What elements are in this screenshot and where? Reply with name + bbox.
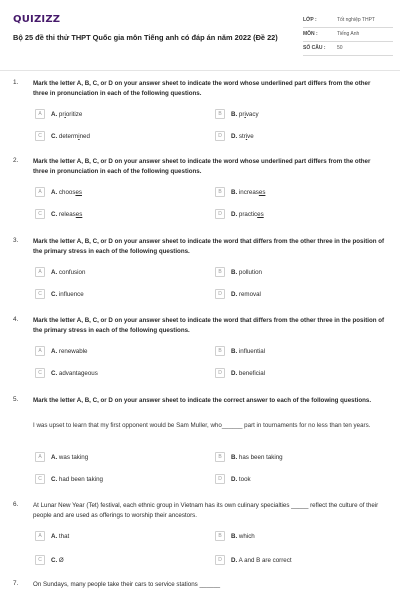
- question-number: 3.: [13, 237, 19, 244]
- meta-value: Tiếng Anh: [337, 31, 360, 37]
- option-letter: C.: [51, 556, 58, 564]
- option-box: A: [35, 267, 45, 277]
- option-box: B: [215, 187, 225, 197]
- option-letter: A.: [51, 347, 58, 355]
- option-box: C: [35, 474, 45, 484]
- meta-key: MÔN :: [303, 31, 318, 37]
- meta-row-class: [303, 14, 393, 28]
- question-prompt: Mark the letter A, B, C, or D on your answer sheet to indicate the word whose underlined part differs from the other three in pronunciation in each of the following questions.: [33, 80, 371, 97]
- option-letter: D.: [231, 132, 238, 140]
- question-number: 4.: [13, 316, 19, 323]
- question-prompt: Mark the letter A, B, C, or D on your answer sheet to indicate the correct answer to each of the following questions.: [33, 397, 372, 404]
- option-letter: A.: [51, 188, 58, 196]
- option-letter: B.: [231, 347, 238, 355]
- option-letter: C.: [51, 475, 58, 483]
- option-box: D: [215, 474, 225, 484]
- option-letter: D.: [231, 475, 238, 483]
- option-text: B. which: [231, 532, 255, 540]
- option-box: C: [35, 368, 45, 378]
- question-prompt: Mark the letter A, B, C, or D on your answer sheet to indicate the word whose underlined part differs from the other three in pronunciation in each of the following questions.: [33, 158, 371, 175]
- option-text: C. advantageous: [51, 369, 98, 377]
- option-box: A: [35, 531, 45, 541]
- option-letter: B.: [231, 110, 238, 118]
- option-text: C. Ø: [51, 556, 64, 564]
- option-box: D: [215, 289, 225, 299]
- option-box: A: [35, 346, 45, 356]
- option-text: C. determined: [51, 132, 90, 140]
- option-text: B. increases: [231, 188, 266, 196]
- question-number: 1.: [13, 79, 19, 86]
- option-letter: A.: [51, 268, 58, 276]
- option-text: C. influence: [51, 290, 84, 298]
- option-text: D. A and B are correct: [231, 556, 292, 564]
- option-text: B. has been taking: [231, 453, 283, 461]
- question-number: 5.: [13, 396, 19, 403]
- option-box: A: [35, 187, 45, 197]
- option-box: C: [35, 289, 45, 299]
- option-text: B. influential: [231, 347, 266, 355]
- meta-value: 50: [337, 45, 343, 51]
- option-text: B. pollution: [231, 268, 262, 276]
- option-text: C. releases: [51, 210, 83, 218]
- question-number: 6.: [13, 501, 19, 508]
- option-letter: A.: [51, 453, 58, 461]
- header-divider: [0, 70, 400, 71]
- option-box: C: [35, 555, 45, 565]
- option-box: D: [215, 555, 225, 565]
- option-letter: C.: [51, 290, 58, 298]
- option-text: A. that: [51, 532, 70, 540]
- question-prompt: Mark the letter A, B, C, or D on your answer sheet to indicate the word that differs from the other three in the position of the primary stress in each of the following questions.: [33, 317, 385, 334]
- meta-row-question-count: [303, 42, 393, 56]
- option-text: D. practices: [231, 210, 264, 218]
- option-text: A. was taking: [51, 453, 89, 461]
- option-box: A: [35, 109, 45, 119]
- option-letter: D.: [231, 210, 238, 218]
- option-letter: B.: [231, 188, 238, 196]
- question-number: 2.: [13, 157, 19, 164]
- option-text: C. had been taking: [51, 475, 103, 483]
- question-prompt: On Sundays, many people take their cars to service stations ______: [33, 581, 221, 588]
- question-prompt: At Lunar New Year (Tet) festival, each ethnic group in Vietnam has its own culinary specialties _____ reflect the culture of their people and are used as offerings to worship their ancestors.: [33, 502, 379, 519]
- option-text: A. prioritize: [51, 110, 83, 118]
- meta-row-subject: [303, 28, 393, 42]
- option-text: D. took: [231, 475, 251, 483]
- option-letter: C.: [51, 132, 58, 140]
- option-letter: A.: [51, 110, 58, 118]
- document-title: Bộ 25 đề thi thử THPT Quốc gia môn Tiếng anh có đáp án năm 2022 (Đề 22): [13, 33, 278, 42]
- option-letter: B.: [231, 453, 238, 461]
- option-text: A. renewable: [51, 347, 88, 355]
- option-text: B. privacy: [231, 110, 259, 118]
- option-box: B: [215, 109, 225, 119]
- option-text: A. chooses: [51, 188, 82, 196]
- option-text: A. confusion: [51, 268, 86, 276]
- option-text: D. beneficial: [231, 369, 266, 377]
- option-letter: D.: [231, 369, 238, 377]
- option-letter: C.: [51, 210, 58, 218]
- question-prompt: Mark the letter A, B, C, or D on your answer sheet to indicate the word that differs from the other three in the position of the primary stress in each of the following questions.: [33, 238, 385, 255]
- option-box: B: [215, 531, 225, 541]
- option-letter: D.: [231, 290, 238, 298]
- option-text: D. strive: [231, 132, 254, 140]
- worksheet-header: [0, 0, 400, 62]
- worksheet-meta: [303, 14, 393, 56]
- option-box: C: [35, 209, 45, 219]
- meta-key: LỚP :: [303, 17, 317, 23]
- question-passage: I was upset to learn that my first opponent would be Sam Muller, who______ part in tournaments for no less than ten years.: [33, 422, 371, 429]
- option-text: D. removal: [231, 290, 261, 298]
- option-letter: B.: [231, 268, 238, 276]
- option-letter: C.: [51, 369, 58, 377]
- option-letter: D.: [231, 556, 238, 564]
- option-box: A: [35, 452, 45, 462]
- quizizz-logo: QUIZIZZ: [13, 14, 61, 25]
- option-letter: B.: [231, 532, 238, 540]
- option-letter: A.: [51, 532, 58, 540]
- meta-key: SỐ CÂU :: [303, 45, 326, 51]
- question-number: 7.: [13, 580, 19, 587]
- option-box: C: [35, 131, 45, 141]
- option-box: B: [215, 346, 225, 356]
- option-box: B: [215, 267, 225, 277]
- option-box: B: [215, 452, 225, 462]
- option-box: D: [215, 209, 225, 219]
- option-box: D: [215, 368, 225, 378]
- option-box: D: [215, 131, 225, 141]
- meta-value: Tốt nghiệp THPT: [337, 17, 375, 23]
